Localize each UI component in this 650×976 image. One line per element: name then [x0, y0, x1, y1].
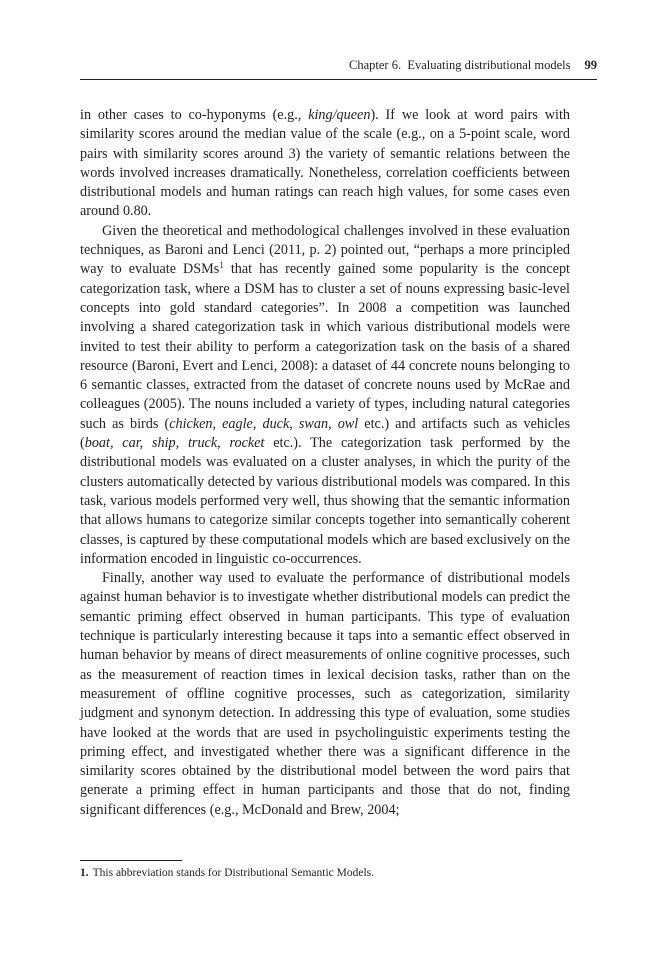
paragraph [80, 106, 570, 222]
text-run: that has recently gained some popularity is the concept categorization task, where a DSM has to cluster a set of nouns expressing basic-level concepts into gold standard categories”. In 2008 a competition was launched involving a shared categorization task in which various distributional models were invited to test their ability to perform a categorization task on the basis of a shared resource (Baroni, Evert and Lenci, 2008): a dataset of 44 concrete nouns belonging to 6 semantic classes, extracted from the dataset of concrete nouns used by McRae and colleagues (2005). The nouns included a variety of types, including natural categories such as birds ( [80, 261, 570, 432]
text-run: Finally, another way used to evaluate the performance of distributional models against human behavior is to investigate whether distributional models can predict the semantic priming effect observed in human participants. This type of evaluation technique is particularly interesting because it taps into a semantic effect observed in human behavior by means of direct measurements of online cognitive processes, such as the measurement of reaction times in lexical decision tasks, rather than on the measurement of offline cognitive processes, such as categorization, similarity judgment and synonym detection. In addressing this type of evaluation, some studies have looked at the words that are used in psycholinguistic experiments testing the priming effect, and investigated whether there was a significant difference in the similarity scores obtained by the distributional model between the word pairs that generate a priming effect in human participants and those that do not, finding significant differences (e.g., McDonald and Brew, 2004; [80, 570, 570, 818]
footnote-rule [80, 860, 182, 861]
running-head [80, 58, 597, 73]
text-run: in other cases to co-hyponyms (e.g., [80, 107, 309, 123]
italic-term: chicken, eagle, duck, swan, owl [169, 415, 359, 432]
page-number: 99 [584, 58, 597, 72]
header-rule [80, 79, 597, 80]
footnote-marker: 1 [219, 260, 224, 271]
footnote-number: 1. [80, 867, 89, 879]
chapter-title: Chapter 6. Evaluating distributional models [349, 58, 571, 72]
text-run: etc.). The categorization task performed by the distributional models was evaluated on a cluster analyses, in which the purity of the clusters automatically detected by various distributional models was compared. In this task, various models performed very well, thus showing that the semantic information that allows humans to categorize similar concepts together into semantically coherent classes, is captured by these computational models which are based exclusively on the information encoded in linguistic co-occurrences. [80, 435, 570, 567]
text-run: ). If we look at word pairs with similarity scores around the median value of the scale (e.g., on a 5-point scale, word pairs with similarity scores around 3) the variety of semantic relations between the words involved increases dramatically. Nonetheless, correlation coefficients between distributional models and human ratings can reach high values, for some cases even around 0.80. [80, 107, 570, 220]
italic-term: boat, car, ship, truck, rocket [84, 435, 265, 452]
body-text [80, 106, 570, 820]
italic-term: king/queen [308, 107, 371, 123]
footnote-text: This abbreviation stands for Distributional Semantic Models. [92, 867, 375, 879]
paragraph [80, 569, 570, 820]
paragraph [80, 222, 570, 569]
text-run: etc.) and artifacts such as vehicles ( [80, 415, 570, 452]
text-run: Given the theoretical and methodological challenges involved in these evaluation techniques, as Baroni and Lenci (2011, p. 2) pointed out, “perhaps a more principled way to evaluate DSMs [80, 222, 570, 278]
footnote [80, 866, 570, 881]
